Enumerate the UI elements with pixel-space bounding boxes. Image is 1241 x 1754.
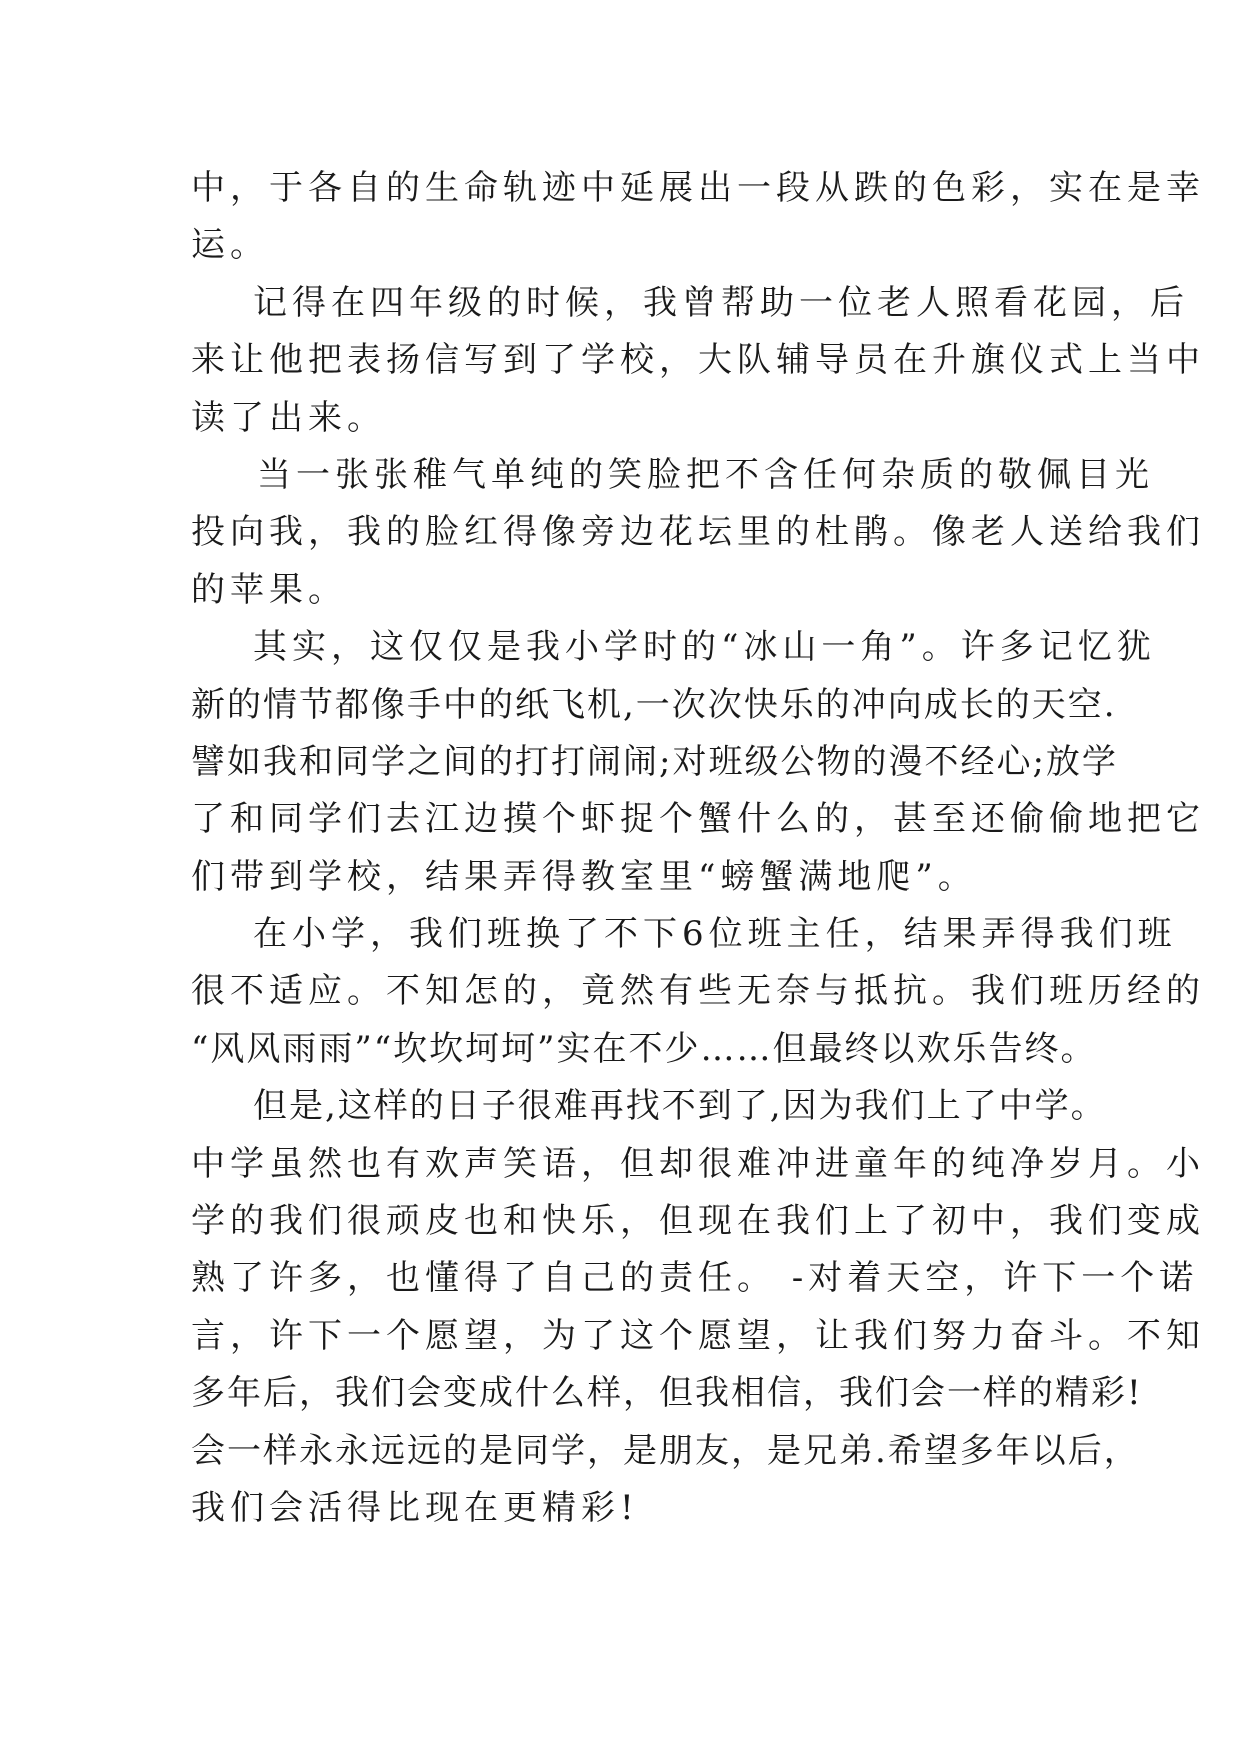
paragraph-start-line: 其实，这仅仅是我小学时的“冰山一角”。许多记忆犹 <box>253 627 1156 668</box>
text-line: 读了出来。 <box>191 397 386 438</box>
text-line: 我们会活得比现在更精彩! <box>191 1487 639 1528</box>
text-line: 很不适应。不知怎的，竟然有些无奈与抵抗。我们班历经的 <box>191 971 1205 1012</box>
paragraph-start-line: 当一张张稚气单纯的笑脸把不含任何杂质的敬佩目光 <box>257 454 1154 495</box>
text-line: 会一样永永远远的是同学，是朋友，是兄弟.希望多年以后， <box>191 1430 1140 1471</box>
text-line: 譬如我和同学之间的打打闹闹;对班级公物的漫不经心;放学 <box>191 741 1118 782</box>
paragraph-start-line: 但是,这样的日子很难再找不到了,因为我们上了中学。 <box>253 1086 1107 1127</box>
text-line: 中，于各自的生命轨迹中延展出一段从跌的色彩，实在是幸 <box>191 168 1205 208</box>
text-line: 中学虽然也有欢声笑语，但却很难冲进童年的纯净岁月。小 <box>191 1143 1205 1184</box>
text-line: “风风雨雨”“坎坎坷坷”实在不少……但最终以欢乐告终。 <box>191 1028 1097 1069</box>
paragraph-start-line: 在小学，我们班换了不下6位班主任，结果弄得我们班 <box>253 914 1177 955</box>
text-line: 熟了许多，也懂得了自己的责任。 -对着天空，许下一个诺 <box>191 1258 1199 1299</box>
text-line: 学的我们很顽皮也和快乐，但现在我们上了初中，我们变成 <box>191 1201 1205 1242</box>
text-line: 运。 <box>191 225 269 266</box>
text-line: 言，许下一个愿望，为了这个愿望，让我们努力奋斗。不知 <box>191 1315 1205 1356</box>
text-line: 的苹果。 <box>191 569 347 610</box>
text-line: 新的情节都像手中的纸飞机,一次次快乐的冲向成长的天空. <box>191 684 1117 725</box>
text-line: 多年后，我们会变成什么样，但我相信，我们会一样的精彩! <box>191 1373 1143 1414</box>
paragraph-start-line: 记得在四年级的时候，我曾帮助一位老人照看花园，后 <box>253 282 1189 323</box>
document-body <box>191 160 1205 1537</box>
text-line: 来让他把表扬信写到了学校，大队辅导员在升旗仪式上当中 <box>191 340 1205 381</box>
text-line: 了和同学们去江边摸个虾捉个蟹什么的，甚至还偷偷地把它 <box>191 799 1205 840</box>
text-line: 们带到学校，结果弄得教室里“螃蟹满地爬”。 <box>191 856 977 897</box>
text-line: 投向我，我的脸红得像旁边花坛里的杜鹃。像老人送给我们 <box>191 512 1205 553</box>
